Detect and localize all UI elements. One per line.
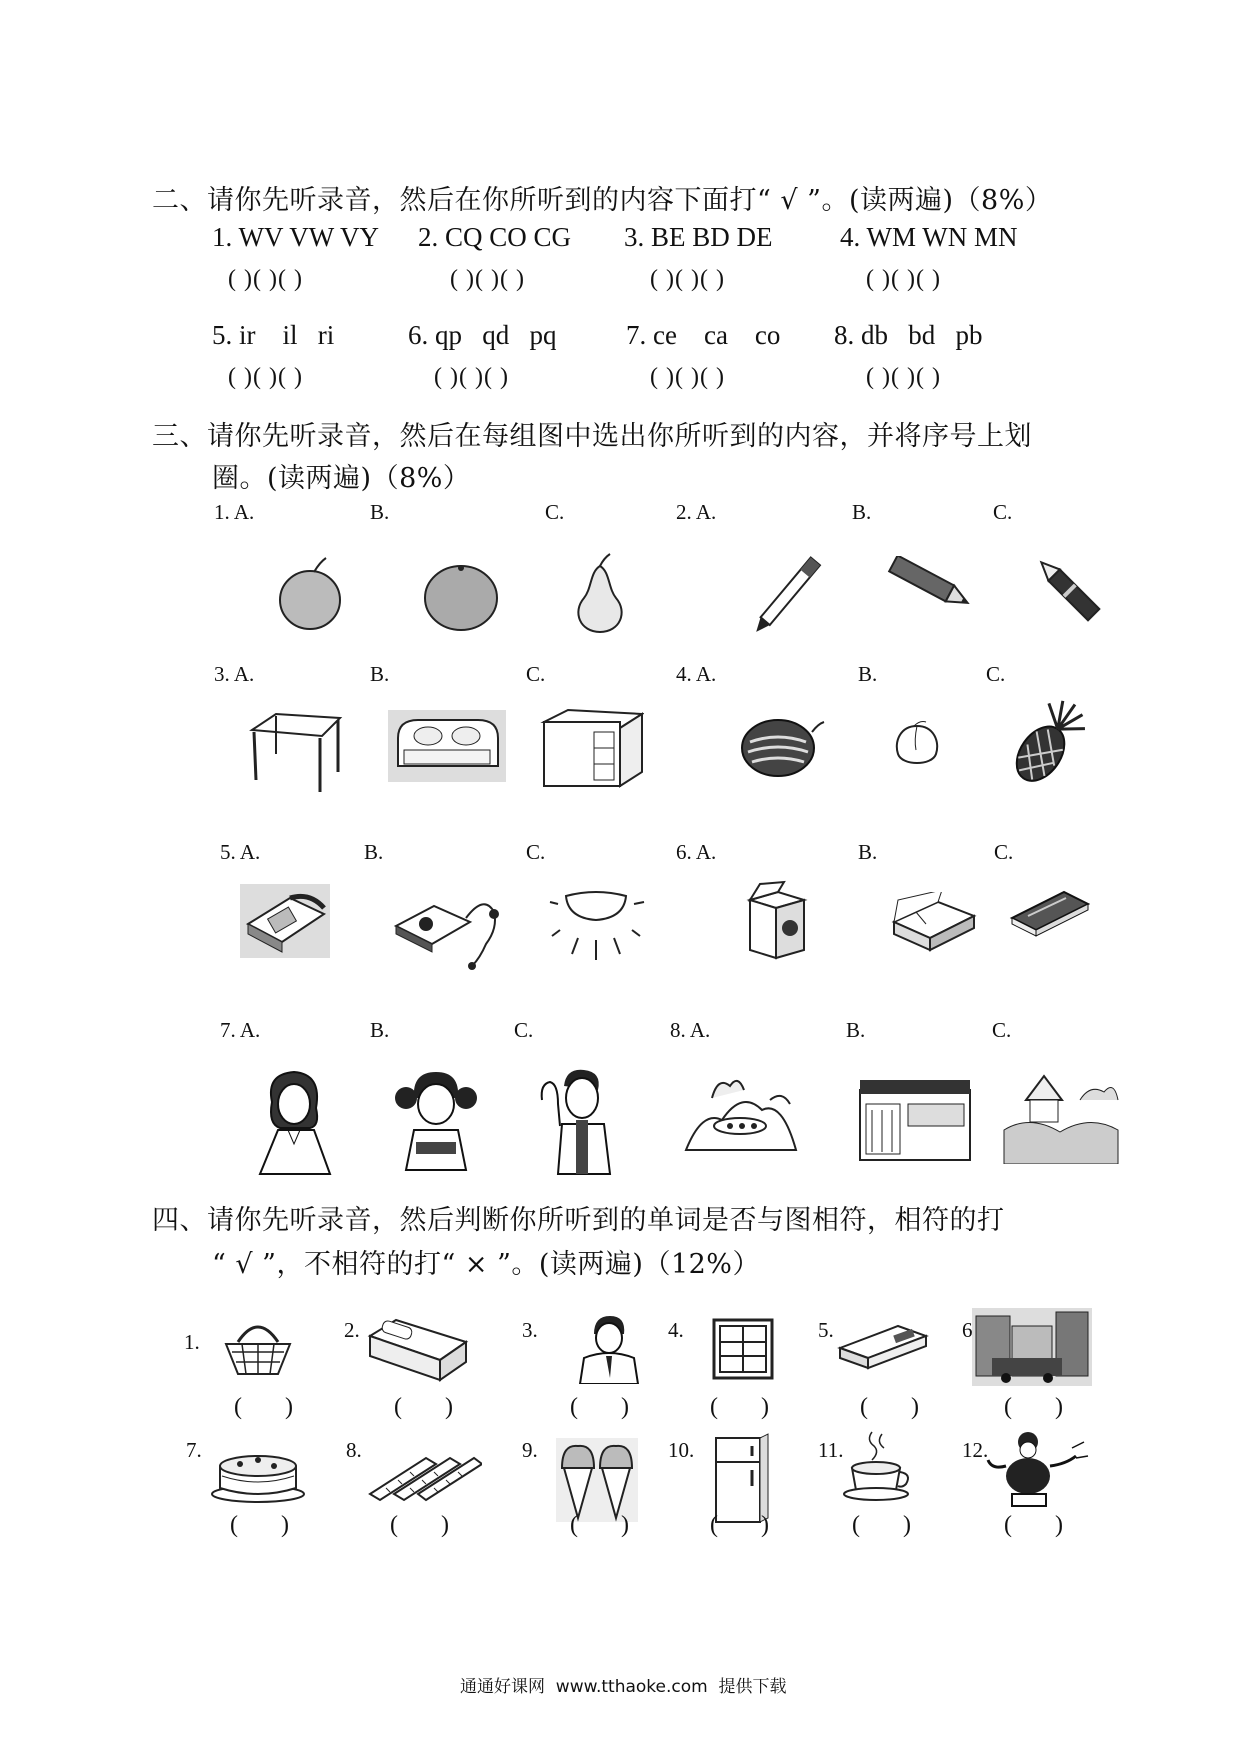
- option-label: 6. A.: [676, 840, 717, 864]
- answer-parens[interactable]: ( ): [230, 1512, 290, 1538]
- sofa-icon[interactable]: [388, 710, 506, 782]
- item-number: 10.: [668, 1438, 695, 1462]
- item-number: 2.: [344, 1318, 360, 1342]
- section4-heading-line2: “ √ ”，不相符的打“ × ”。(读两遍)（12%）: [212, 1249, 760, 1280]
- section4-heading-line1: 四、请你先听录音，然后判断你所听到的单词是否与图相符，相符的打: [152, 1205, 1005, 1236]
- item-label: 3. BE BD DE: [624, 222, 773, 252]
- item-number: 1.: [184, 1330, 200, 1354]
- option-label: B.: [852, 500, 872, 524]
- option-label: 7. A.: [220, 1018, 261, 1042]
- answer-parens[interactable]: ( ): [710, 1394, 770, 1420]
- item-number: 9.: [522, 1438, 538, 1462]
- eraser-icon[interactable]: [836, 1320, 930, 1372]
- basket-icon[interactable]: [222, 1316, 294, 1378]
- fat-woman-icon[interactable]: [980, 1430, 1092, 1512]
- lamp-icon[interactable]: [544, 890, 648, 962]
- watermelon-icon[interactable]: [738, 712, 826, 778]
- peach-icon[interactable]: [892, 720, 942, 768]
- answer-parens[interactable]: ( ): [852, 1512, 912, 1538]
- pencil-icon[interactable]: [886, 556, 974, 612]
- pear-icon[interactable]: [570, 552, 630, 634]
- zoo-icon[interactable]: [1000, 1070, 1120, 1164]
- option-label: B.: [858, 662, 878, 686]
- item-label: 6. qp qd pq: [408, 320, 557, 350]
- answer-parens[interactable]: ( )( )( ): [650, 364, 725, 390]
- telephone-icon[interactable]: [240, 884, 330, 958]
- option-label: B.: [846, 1018, 866, 1042]
- answer-parens[interactable]: ( )( )( ): [228, 364, 303, 390]
- answer-parens[interactable]: ( )( )( ): [450, 266, 525, 292]
- book-icon[interactable]: [1008, 888, 1090, 938]
- item-label: 4. WM WN MN: [840, 222, 1018, 252]
- fountain-pen-icon[interactable]: [1036, 556, 1116, 638]
- section3-heading-line1: 三、请你先听录音，然后在每组图中选出你所听到的内容，并将序号上划: [152, 421, 1032, 452]
- item-label: 7. ce ca co: [626, 320, 781, 350]
- boy-icon[interactable]: [536, 1064, 616, 1176]
- option-label: C.: [545, 500, 565, 524]
- item-number: 3.: [522, 1318, 538, 1342]
- option-label: 3. A.: [214, 662, 255, 686]
- answer-parens[interactable]: ( )( )( ): [434, 364, 509, 390]
- answer-parens[interactable]: ( ): [570, 1512, 630, 1538]
- option-label: C.: [514, 1018, 534, 1042]
- cake-icon[interactable]: [210, 1444, 306, 1504]
- answer-parens[interactable]: ( )( )( ): [650, 266, 725, 292]
- option-label: C.: [526, 840, 546, 864]
- man-icon[interactable]: [576, 1314, 642, 1384]
- option-label: B.: [370, 662, 390, 686]
- girl-icon[interactable]: [394, 1068, 478, 1172]
- answer-parens[interactable]: ( ): [570, 1394, 630, 1420]
- answer-parens[interactable]: ( )( )( ): [866, 364, 941, 390]
- ice-cream-icon[interactable]: [556, 1438, 638, 1522]
- answer-parens[interactable]: ( )( )( ): [228, 266, 303, 292]
- item-label: 1. WV VW VY: [212, 222, 380, 252]
- item-number: 12.: [962, 1438, 989, 1462]
- answer-parens[interactable]: ( ): [1004, 1512, 1064, 1538]
- answer-parens[interactable]: ( )( )( ): [866, 266, 941, 292]
- option-label: C.: [992, 1018, 1012, 1042]
- window-icon[interactable]: [712, 1318, 774, 1380]
- item-number: 6: [962, 1318, 973, 1342]
- option-label: 5. A.: [220, 840, 261, 864]
- item-number: 8.: [346, 1438, 362, 1462]
- section3-heading-line2: 圈。(读两遍)（8%）: [212, 463, 471, 494]
- pencil-box-icon[interactable]: [890, 892, 978, 954]
- item-label: 8. db bd pb: [834, 320, 983, 350]
- pineapple-icon[interactable]: [1006, 696, 1090, 790]
- option-label: 2. A.: [676, 500, 717, 524]
- answer-parens[interactable]: ( ): [710, 1512, 770, 1538]
- option-label: C.: [526, 662, 546, 686]
- item-number: 11.: [818, 1438, 844, 1462]
- box-icon[interactable]: [746, 880, 808, 962]
- table-icon[interactable]: [246, 710, 344, 794]
- option-label: 8. A.: [670, 1018, 711, 1042]
- street-icon[interactable]: [972, 1308, 1092, 1386]
- desk-icon[interactable]: [540, 708, 644, 790]
- option-label: B.: [858, 840, 878, 864]
- park-icon[interactable]: [682, 1070, 800, 1162]
- walkman-icon[interactable]: [390, 888, 506, 970]
- item-number: 5.: [818, 1318, 834, 1342]
- item-label: 2. CQ CO CG: [418, 222, 572, 252]
- shop-icon[interactable]: [856, 1070, 974, 1162]
- option-label: C.: [994, 840, 1014, 864]
- option-label: B.: [364, 840, 384, 864]
- option-label: C.: [993, 500, 1013, 524]
- answer-parens[interactable]: ( ): [860, 1394, 920, 1420]
- option-label: B.: [370, 1018, 390, 1042]
- apple-icon[interactable]: [276, 556, 346, 632]
- section2-heading: 二、请你先听录音，然后在你所听到的内容下面打“ √ ”。(读两遍)（8%）: [152, 185, 1053, 216]
- option-label: 4. A.: [676, 662, 717, 686]
- option-label: C.: [986, 662, 1006, 686]
- ruler-icon[interactable]: [366, 1444, 482, 1504]
- footer-text: 通通好课网 www.tthaoke.com 提供下载: [460, 1677, 787, 1697]
- answer-parens[interactable]: ( ): [234, 1394, 294, 1420]
- pen-icon[interactable]: [742, 556, 828, 636]
- item-number: 4.: [668, 1318, 684, 1342]
- orange-icon[interactable]: [422, 562, 500, 632]
- option-label: 1. A.: [214, 500, 255, 524]
- answer-parens[interactable]: ( ): [390, 1512, 450, 1538]
- woman-icon[interactable]: [250, 1068, 336, 1176]
- bed-icon[interactable]: [360, 1312, 472, 1384]
- item-number: 7.: [186, 1438, 202, 1462]
- answer-parens[interactable]: ( ): [394, 1394, 454, 1420]
- item-label: 5. ir il ri: [212, 320, 335, 350]
- answer-parens[interactable]: ( ): [1004, 1394, 1064, 1420]
- cup-icon[interactable]: [842, 1428, 914, 1502]
- option-label: B.: [370, 500, 390, 524]
